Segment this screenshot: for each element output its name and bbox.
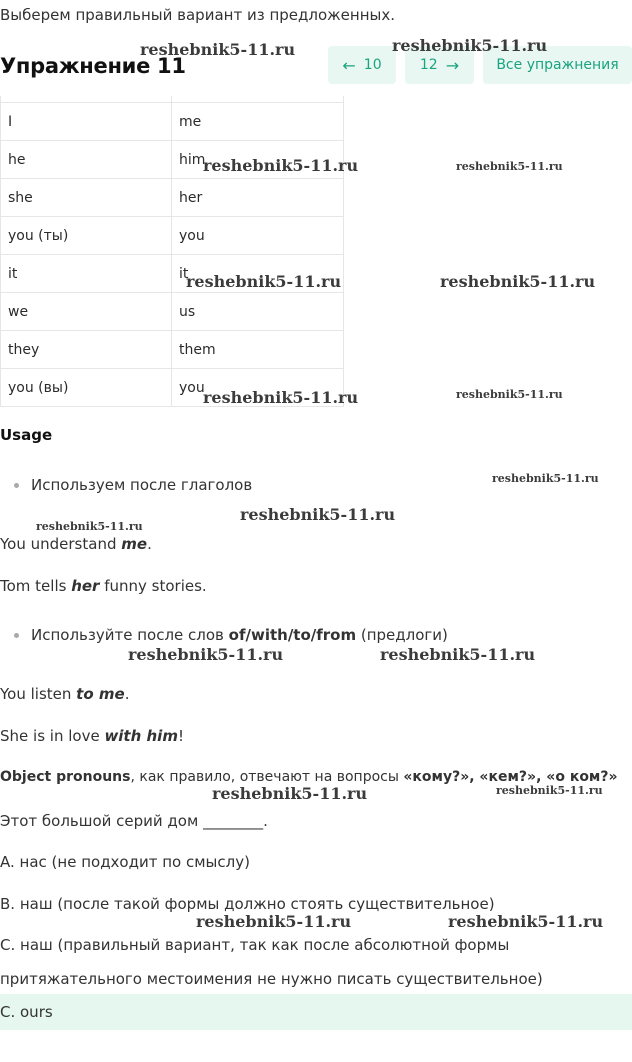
bullet-text (31, 626, 448, 644)
option-a: A. нас (не подходит по смыслу) (0, 853, 250, 871)
example-sentence (0, 577, 207, 595)
bullet-icon (14, 633, 19, 638)
example-text: funny stories. (99, 577, 207, 595)
bullet-bold-part: of/with/to/from (228, 626, 357, 644)
watermark: reshebnik5-11.ru (496, 784, 603, 797)
table-row (1, 293, 344, 331)
watermark: reshebnik5-11.ru (448, 912, 604, 931)
watermark: reshebnik5-11.ru (392, 36, 548, 55)
table-cell: them (172, 331, 344, 369)
table-row (1, 179, 344, 217)
watermark: reshebnik5-11.ru (140, 40, 296, 59)
example-text: You listen (0, 685, 77, 703)
watermark: reshebnik5-11.ru (456, 160, 563, 173)
watermark: reshebnik5-11.ru (36, 520, 143, 533)
example-emphasis: with him (104, 727, 178, 745)
example-sentence (0, 535, 152, 553)
page-title: Упражнение 11 (0, 54, 186, 78)
question-text: Этот большой серий дом ________. (0, 812, 268, 830)
table-row (1, 217, 344, 255)
option-c-continued: притяжательного местоимения не нужно писать существительное) (0, 970, 543, 988)
answer-box (0, 994, 632, 1030)
all-exercises-label: Все упражнения (496, 57, 619, 73)
bullet-icon (14, 483, 19, 488)
watermark: reshebnik5-11.ru (492, 472, 599, 485)
table-cell: us (172, 293, 344, 331)
table-cell: you (ты) (1, 217, 172, 255)
example-text: . (147, 535, 152, 553)
watermark: reshebnik5-11.ru (203, 388, 359, 407)
bullet-text: Используем после глаголов (31, 476, 253, 494)
example-emphasis: me (121, 535, 148, 553)
table-cell: me (172, 103, 344, 141)
example-sentence (0, 727, 184, 745)
table-cell: you (вы) (1, 369, 172, 407)
usage-heading: Usage (0, 426, 53, 444)
arrow-right-icon: → (445, 55, 460, 75)
watermark: reshebnik5-11.ru (380, 645, 536, 664)
pronoun-table (0, 96, 344, 407)
bullet-text-part: Используйте после слов (31, 626, 229, 644)
prev-exercise-button[interactable] (328, 46, 396, 84)
watermark: reshebnik5-11.ru (240, 505, 396, 524)
example-sentence (0, 685, 129, 703)
example-text: She is in love (0, 727, 105, 745)
table-row (1, 103, 344, 141)
note-bold: «кому?», «кем?», «о ком?» (403, 769, 618, 785)
table-cell: him (172, 141, 344, 179)
prev-exercise-label: 10 (363, 57, 382, 73)
answer-text: C. ours (0, 1003, 53, 1021)
next-exercise-label: 12 (419, 57, 438, 73)
watermark: reshebnik5-11.ru (196, 912, 352, 931)
note-text: , как правило, отвечают на вопросы (130, 769, 404, 785)
table-cell: we (1, 293, 172, 331)
example-emphasis: to me (76, 685, 125, 703)
arrow-left-icon: ← (342, 55, 356, 75)
table-cell: you (172, 217, 344, 255)
table-cell: you (172, 369, 344, 407)
table-cell: I (1, 103, 172, 141)
table-cell: he (1, 141, 172, 179)
watermark: reshebnik5-11.ru (456, 388, 563, 401)
watermark: reshebnik5-11.ru (212, 784, 368, 803)
watermark: reshebnik5-11.ru (128, 645, 284, 664)
list-item (14, 626, 448, 644)
bullet-text-part: (предлоги) (356, 626, 448, 644)
table-row (1, 331, 344, 369)
table-cell: it (1, 255, 172, 293)
watermark: reshebnik5-11.ru (440, 272, 596, 291)
list-item (14, 476, 252, 494)
table-cell: it (172, 255, 344, 293)
object-pronouns-note (0, 769, 618, 785)
example-text: You understand (0, 535, 122, 553)
watermark: reshebnik5-11.ru (203, 156, 359, 175)
note-bold: Object pronouns (0, 769, 131, 785)
table-cell: she (1, 179, 172, 217)
example-text: Tom tells (0, 577, 72, 595)
intro-text: Выберем правильный вариант из предложенных. (0, 6, 395, 24)
watermark: reshebnik5-11.ru (186, 272, 342, 291)
example-text: ! (177, 727, 184, 745)
example-emphasis: her (71, 577, 100, 595)
table-cell: they (1, 331, 172, 369)
option-c: C. наш (правильный вариант, так как после абсолютной формы (0, 936, 510, 954)
option-b: B. наш (после такой формы должно стоять существительное) (0, 895, 495, 913)
table-cell: her (172, 179, 344, 217)
example-text: . (124, 685, 130, 703)
